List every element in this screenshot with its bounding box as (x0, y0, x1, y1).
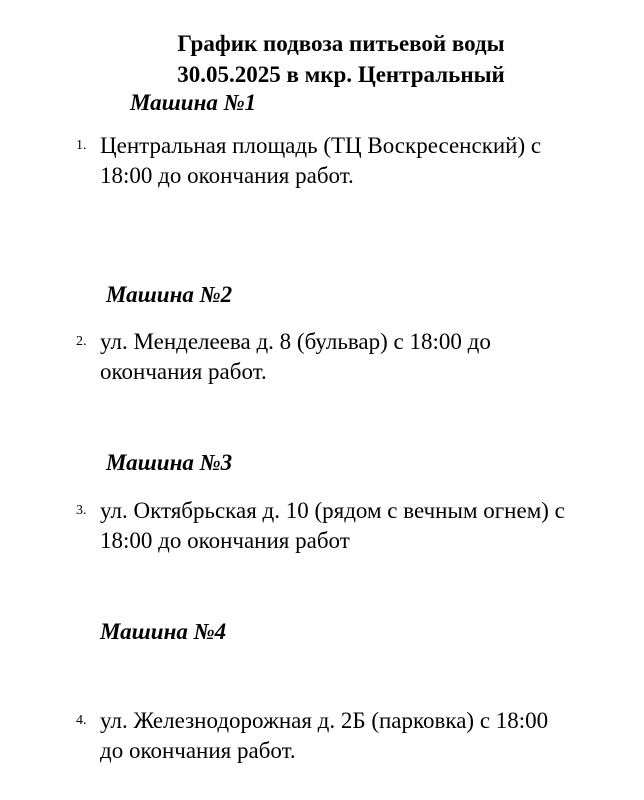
page-title (0, 28, 644, 90)
list-item-number: 2. (76, 334, 87, 349)
title-line-2: 30.05.2025 в мкр. Центральный (177, 62, 505, 87)
list-item-4 (76, 706, 566, 766)
vehicle-heading-2: Машина №2 (106, 282, 233, 307)
list-item-1 (76, 131, 566, 191)
list-item-number: 1. (76, 138, 87, 153)
list-item-number: 3. (76, 503, 87, 518)
list-item-number: 4. (76, 713, 87, 728)
list-item-text: ул. Менделеева д. 8 (бульвар) с 18:00 до окончания работ. (100, 329, 491, 384)
vehicle-heading-4: Машина №4 (100, 619, 227, 644)
title-line-1: График подвоза питьевой воды (177, 31, 505, 56)
list-item-text: ул. Октябрьская д. 10 (рядом с вечным огнем) с 18:00 до окончания работ (100, 498, 565, 553)
vehicle-heading-1: Машина №1 (130, 90, 257, 115)
list-item-2 (76, 327, 566, 387)
list-item-text: ул. Железнодорожная д. 2Б (парковка) с 18:00 до окончания работ. (100, 708, 549, 763)
list-item-3 (76, 496, 566, 556)
list-item-text: Центральная площадь (ТЦ Воскресенский) с 18:00 до окончания работ. (100, 133, 542, 188)
vehicle-heading-3: Машина №3 (106, 450, 233, 475)
